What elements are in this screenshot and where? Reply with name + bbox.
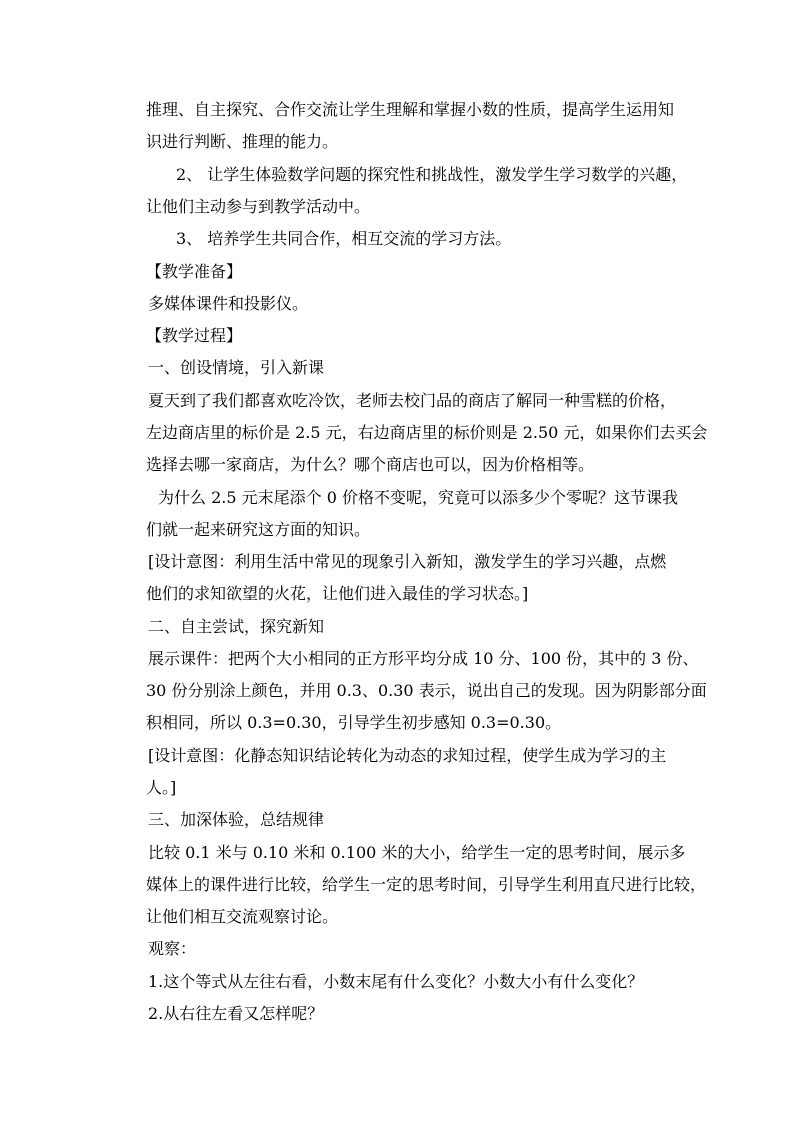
observe-question-2: 2.从右往左看又怎样呢？	[148, 1004, 324, 1023]
objective-2-line-1: 2、 让学生体验数学问题的探究性和挑战性，激发学生学习数学的兴趣，	[160, 165, 688, 184]
section-1-design-line-2: 他们的求知欲望的火花，让他们进入最佳的学习状态。]	[146, 584, 529, 603]
section-2-text-line-1: 展示课件：把两个大小相同的正方形平均分成 10 分、100 份，其中的 3 份、	[148, 649, 699, 668]
observe-question-1: 1.这个等式从左往右看，小数末尾有什么变化？小数大小有什么变化？	[148, 972, 644, 991]
observe-label: 观察：	[148, 939, 197, 958]
section-2-design-line-1: [设计意图：化静态知识结论转化为动态的求知过程，使学生成为学习的主	[148, 746, 667, 765]
section-1-text-line-3: 选择去哪一家商店，为什么？哪个商店也可以，因为价格相等。	[146, 455, 595, 474]
section-1-title: 一、创设情境，引入新课	[148, 358, 325, 377]
section-2-design-line-2: 人。]	[146, 778, 177, 797]
section-2-text-line-2: 30 份分别涂上颜色，并用 0.3、0.30 表示，说出自己的发现。因为阴影部分面	[146, 681, 707, 700]
section-1-text-line-1: 夏天到了我们都喜欢吃冷饮，老师去校门品的商店了解同一种雪糕的价格，	[148, 391, 677, 410]
objective-1-line-1: 推理、自主探究、合作交流让学生理解和掌握小数的性质，提高学生运用知	[146, 100, 675, 119]
section-2-text-line-3: 积相同，所以 0.3=0.30，引导学生初步感知 0.3=0.30。	[146, 713, 562, 732]
section-3-text-line-2: 媒体上的课件进行比较，给学生一定的思考时间，引导学生利用直尺进行比较，	[146, 875, 707, 894]
section-3-title: 三、加深体验，总结规律	[148, 810, 325, 829]
section-2-title: 二、自主尝试，探究新知	[148, 617, 325, 636]
objective-2-line-2: 让他们主动参与到教学活动中。	[146, 197, 371, 216]
objective-1-line-2: 识进行判断、推理的能力。	[146, 132, 339, 151]
objective-3-line: 3、 培养学生共同合作，相互交流的学习方法。	[160, 229, 512, 248]
teaching-prep-heading: 【教学准备】	[146, 262, 243, 281]
teaching-process-heading: 【教学过程】	[146, 326, 243, 345]
section-3-text-line-1: 比较 0.1 米与 0.10 米和 0.100 米的大小，给学生一定的思考时间，展示多	[148, 843, 686, 862]
section-1-text2-line-2: 们就一起来研究这方面的知识。	[146, 520, 371, 539]
section-1-text-line-2: 左边商店里的标价是 2.5 元，右边商店里的标价则是 2.50 元，如果你们去买会	[146, 423, 708, 442]
section-1-text2-line-1: 为什么 2.5 元末尾添个 0 价格不变呢，究竟可以添多少个零呢？这节课我	[142, 488, 678, 507]
teaching-prep-text: 多媒体课件和投影仪。	[148, 294, 309, 313]
section-1-design-line-1: [设计意图：利用生活中常见的现象引入新知，激发学生的学习兴趣，点燃	[148, 552, 667, 571]
section-3-text-line-3: 让他们相互交流观察讨论。	[146, 907, 339, 926]
